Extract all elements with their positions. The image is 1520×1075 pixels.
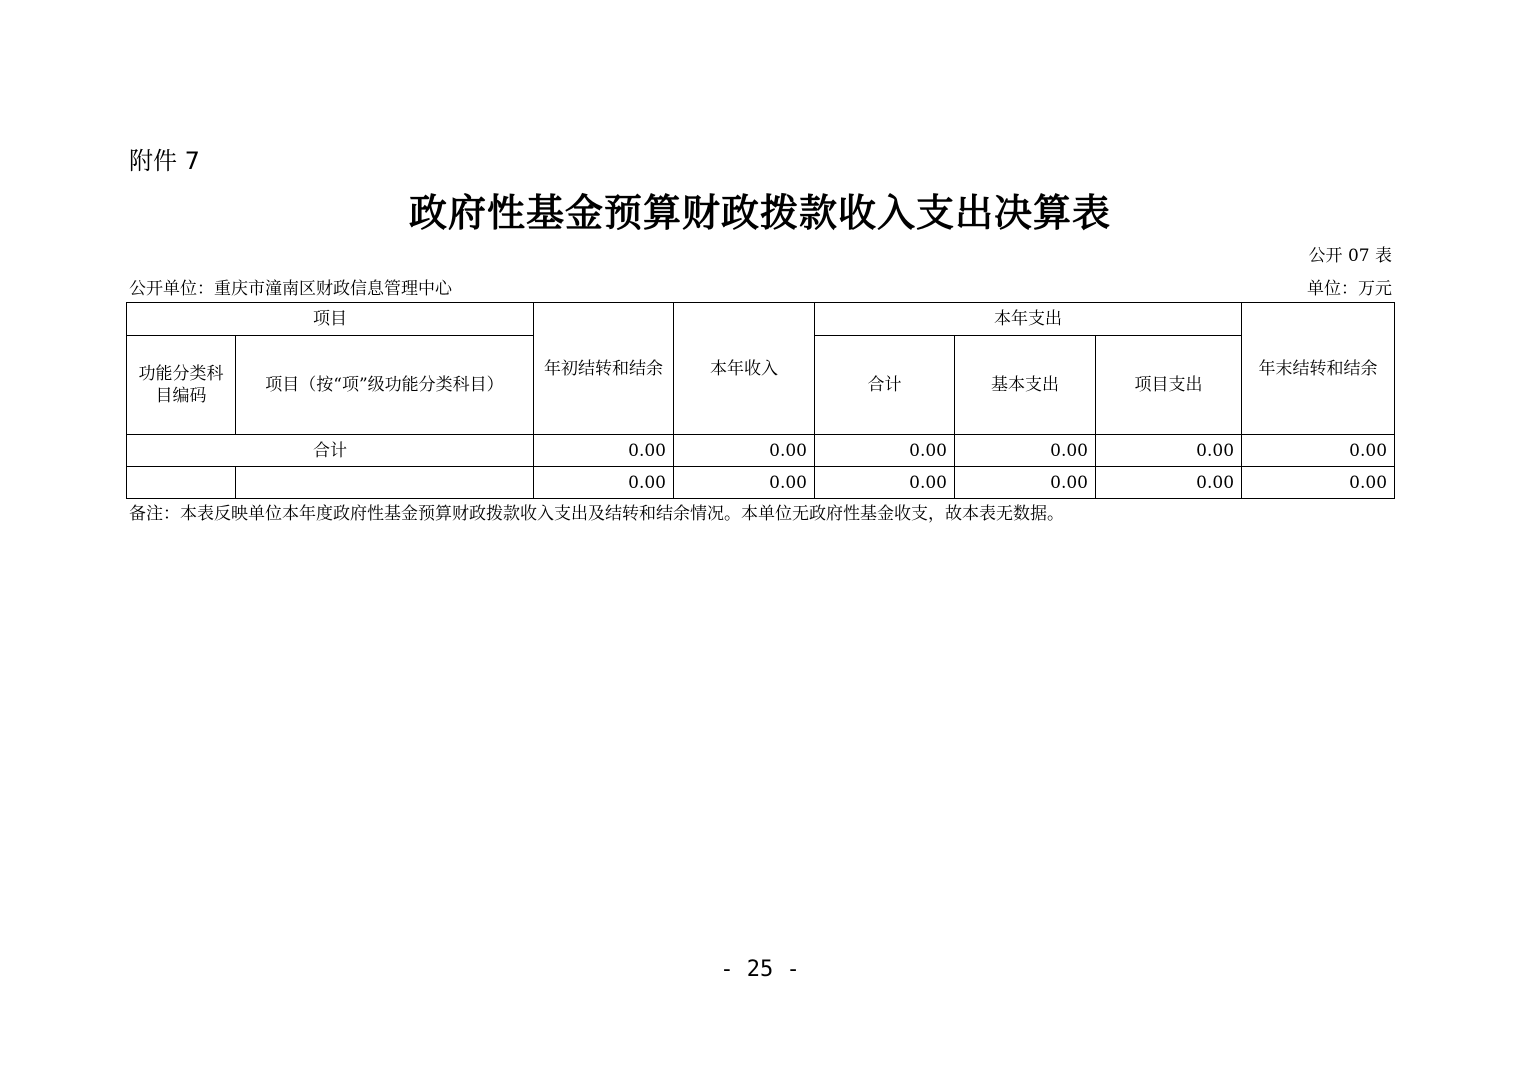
header-expense-total: 合计 (815, 336, 955, 435)
publishing-unit: 公开单位：重庆市潼南区财政信息管理中心 (129, 279, 452, 299)
attachment-label: 附件 7 (129, 147, 200, 175)
total-label: 合计 (127, 435, 534, 467)
total-basic-expense: 0.00 (955, 435, 1096, 467)
row-project-expense: 0.00 (1096, 467, 1242, 499)
table-row (127, 467, 1395, 499)
budget-table (126, 302, 1395, 499)
header-func-code: 功能分类科目编码 (127, 336, 236, 435)
row-project-name (236, 467, 534, 499)
total-opening-balance: 0.00 (534, 435, 674, 467)
header-project-detail: 项目（按“项”级功能分类科目） (236, 336, 534, 435)
total-row (127, 435, 1395, 467)
table-code: 公开 07 表 (1308, 246, 1392, 266)
header-current-income: 本年收入 (674, 303, 815, 435)
row-opening-balance: 0.00 (534, 467, 674, 499)
row-expense-total: 0.00 (815, 467, 955, 499)
header-row-1 (127, 303, 1395, 336)
row-basic-expense: 0.00 (955, 467, 1096, 499)
total-project-expense: 0.00 (1096, 435, 1242, 467)
header-project-expense: 项目支出 (1096, 336, 1242, 435)
document-title: 政府性基金预算财政拨款收入支出决算表 (408, 190, 1111, 235)
header-project: 项目 (127, 303, 534, 336)
header-opening-balance: 年初结转和结余 (534, 303, 674, 435)
page-number: - 25 - (720, 957, 800, 982)
row-func-code (127, 467, 236, 499)
total-closing-balance: 0.00 (1242, 435, 1395, 467)
header-current-expense: 本年支出 (815, 303, 1242, 336)
total-expense-total: 0.00 (815, 435, 955, 467)
row-current-income: 0.00 (674, 467, 815, 499)
header-closing-balance: 年末结转和结余 (1242, 303, 1395, 435)
total-current-income: 0.00 (674, 435, 815, 467)
header-basic-expense: 基本支出 (955, 336, 1096, 435)
row-closing-balance: 0.00 (1242, 467, 1395, 499)
table-note: 备注：本表反映单位本年度政府性基金预算财政拨款收入支出及结转和结余情况。本单位无政府性基金收支，故本表无数据。 (129, 504, 1064, 524)
unit-of-measure: 单位：万元 (1307, 279, 1392, 299)
